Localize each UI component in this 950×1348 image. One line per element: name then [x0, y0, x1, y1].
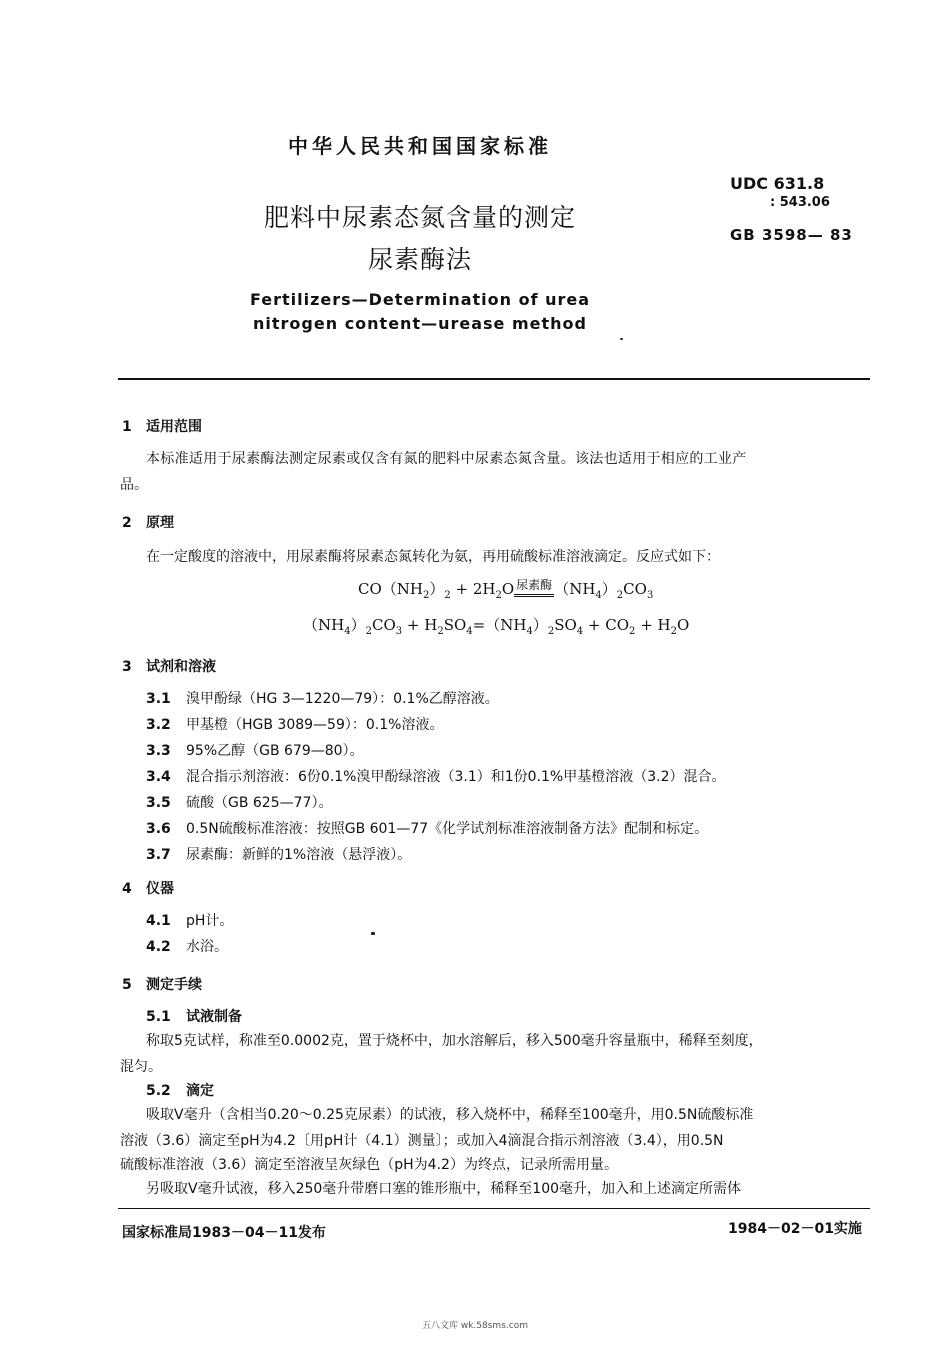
reagent-item-3-1 — [146, 688, 499, 708]
section-5-1-line2: 混匀。 — [120, 1059, 162, 1075]
section-3-title: 试剂和溶液 — [146, 659, 216, 675]
title-en-line2: nitrogen content—urease method — [253, 314, 587, 333]
reagent-text: 混合指示剂溶液：6份0.1%溴甲酚绿溶液（3.1）和1份0.1%甲基橙溶液（3.2）混合。 — [186, 769, 726, 785]
instrument-item-4-1 — [146, 910, 233, 930]
section-1-text-line1: 本标准适用于尿素酶法测定尿素或仅含有氮的肥料中尿素态氮含量。该法也适用于相应的工业产 — [146, 451, 747, 467]
title-en-line1: Fertilizers—Determination of urea — [249, 290, 591, 309]
section-3-heading — [122, 656, 216, 676]
scan-speck — [371, 932, 375, 935]
section-5-2-line4: 另吸取V毫升试液，移入250毫升带磨口塞的锥形瓶中，稀释至100毫升，加入和上述滴定所需体 — [146, 1181, 742, 1197]
section-1-title: 适用范围 — [146, 419, 202, 435]
reagent-number: 3.3 — [146, 743, 171, 759]
subsection-5-1-heading — [146, 1006, 242, 1026]
reagent-text: 95%乙醇（GB 679—80）。 — [186, 743, 364, 759]
header-divider — [118, 378, 870, 380]
reagent-item-3-3 — [146, 740, 364, 760]
reagent-text: 硫酸（GB 625—77）。 — [186, 795, 333, 811]
footer-divider — [118, 1208, 870, 1209]
issue-date: 国家标准局1983－04－11发布 — [122, 1225, 326, 1241]
section-1-text-line2: 品。 — [120, 477, 148, 493]
instrument-number: 4.1 — [146, 913, 171, 929]
section-1-heading — [122, 416, 202, 436]
reaction-catalyst: 尿素酶 — [514, 576, 554, 597]
reagent-number: 3.1 — [146, 691, 171, 707]
section-3-number: 3 — [122, 659, 132, 675]
section-2-title: 原理 — [146, 515, 174, 531]
subsection-title: 滴定 — [186, 1083, 214, 1099]
reagent-text: 溴甲酚绿（HG 3—1220—79）：0.1%乙醇溶液。 — [186, 691, 499, 707]
section-4-title: 仪器 — [146, 881, 174, 897]
effective-date: 1984－02－01实施 — [728, 1221, 862, 1237]
reagent-number: 3.7 — [146, 847, 171, 863]
reagent-item-3-4 — [146, 766, 725, 786]
watermark: 五八文库 wk.58sms.com — [422, 1321, 528, 1331]
scan-speck — [620, 338, 623, 340]
reagent-item-3-6 — [146, 818, 708, 838]
subsection-number: 5.1 — [146, 1009, 171, 1025]
reaction-equation-2: $(NH_4)_2CO_3 + H_2SO_4=(NH_4)_2SO_4 + CO_2 + H_2O$ — [303, 616, 690, 637]
reagent-number: 3.4 — [146, 769, 171, 785]
reaction-equation-1: $CO(NH_2)_2 + 2H_2O$ 尿素酶 $(NH_4)_2CO_3$ — [358, 578, 654, 601]
section-2-number: 2 — [122, 515, 132, 531]
section-2-heading — [122, 512, 174, 532]
section-5-title: 测定手续 — [146, 977, 202, 993]
reagent-number: 3.5 — [146, 795, 171, 811]
instrument-number: 4.2 — [146, 939, 171, 955]
section-5-2-line3: 硫酸标准溶液（3.6）滴定至溶液呈灰绿色（pH为4.2）为终点，记录所需用量。 — [120, 1157, 618, 1173]
subsection-number: 5.2 — [146, 1083, 171, 1099]
reagent-item-3-7 — [146, 844, 411, 864]
subsection-title: 试液制备 — [186, 1009, 242, 1025]
section-5-1-line1: 称取5克试样，称准至0.0002克，置于烧杯中，加水溶解后，移入500毫升容量瓶中，稀释至刻度， — [146, 1033, 763, 1049]
instrument-text: 水浴。 — [186, 939, 228, 955]
reagent-text: 0.5N硫酸标准溶液：按照GB 601—77《化学试剂标准溶液制备方法》配制和标定。 — [186, 821, 709, 837]
title-cn-line2: 尿素酶法 — [367, 245, 472, 274]
standard-name: 中华人民共和国国家标准 — [288, 134, 552, 158]
section-4-number: 4 — [122, 881, 132, 897]
section-1-number: 1 — [122, 419, 132, 435]
instrument-text: pH计。 — [186, 913, 234, 929]
gb-code: GB 3598— 83 — [730, 226, 853, 244]
udc-code-cont: : 543.06 — [770, 195, 830, 210]
reagent-item-3-5 — [146, 792, 332, 812]
reagent-number: 3.6 — [146, 821, 171, 837]
reagent-item-3-2 — [146, 714, 443, 734]
section-5-number: 5 — [122, 977, 132, 993]
reagent-text: 尿素酶：新鲜的1%溶液（悬浮液）。 — [186, 847, 412, 863]
instrument-item-4-2 — [146, 936, 228, 956]
udc-code: UDC 631.8 — [730, 174, 825, 193]
title-cn-line1: 肥料中尿素态氮含量的测定 — [263, 203, 576, 232]
reagent-number: 3.2 — [146, 717, 171, 733]
reagent-text: 甲基橙（HGB 3089—59）：0.1%溶液。 — [186, 717, 444, 733]
section-5-heading — [122, 974, 202, 994]
section-4-heading — [122, 878, 174, 898]
section-2-text: 在一定酸度的溶液中，用尿素酶将尿素态氮转化为氨，再用硫酸标准溶液滴定。反应式如下： — [146, 549, 720, 565]
section-5-2-line1: 吸取V毫升（含相当0.20～0.25克尿素）的试液，移入烧杯中，稀释至100毫升，用0.5N硫酸标准 — [146, 1107, 754, 1123]
subsection-5-2-heading — [146, 1080, 214, 1100]
section-5-2-line2: 溶液（3.6）滴定至pH为4.2〔用pH计（4.1）测量〕；或加入4滴混合指示剂溶液（3.4），用0.5N — [120, 1133, 724, 1149]
